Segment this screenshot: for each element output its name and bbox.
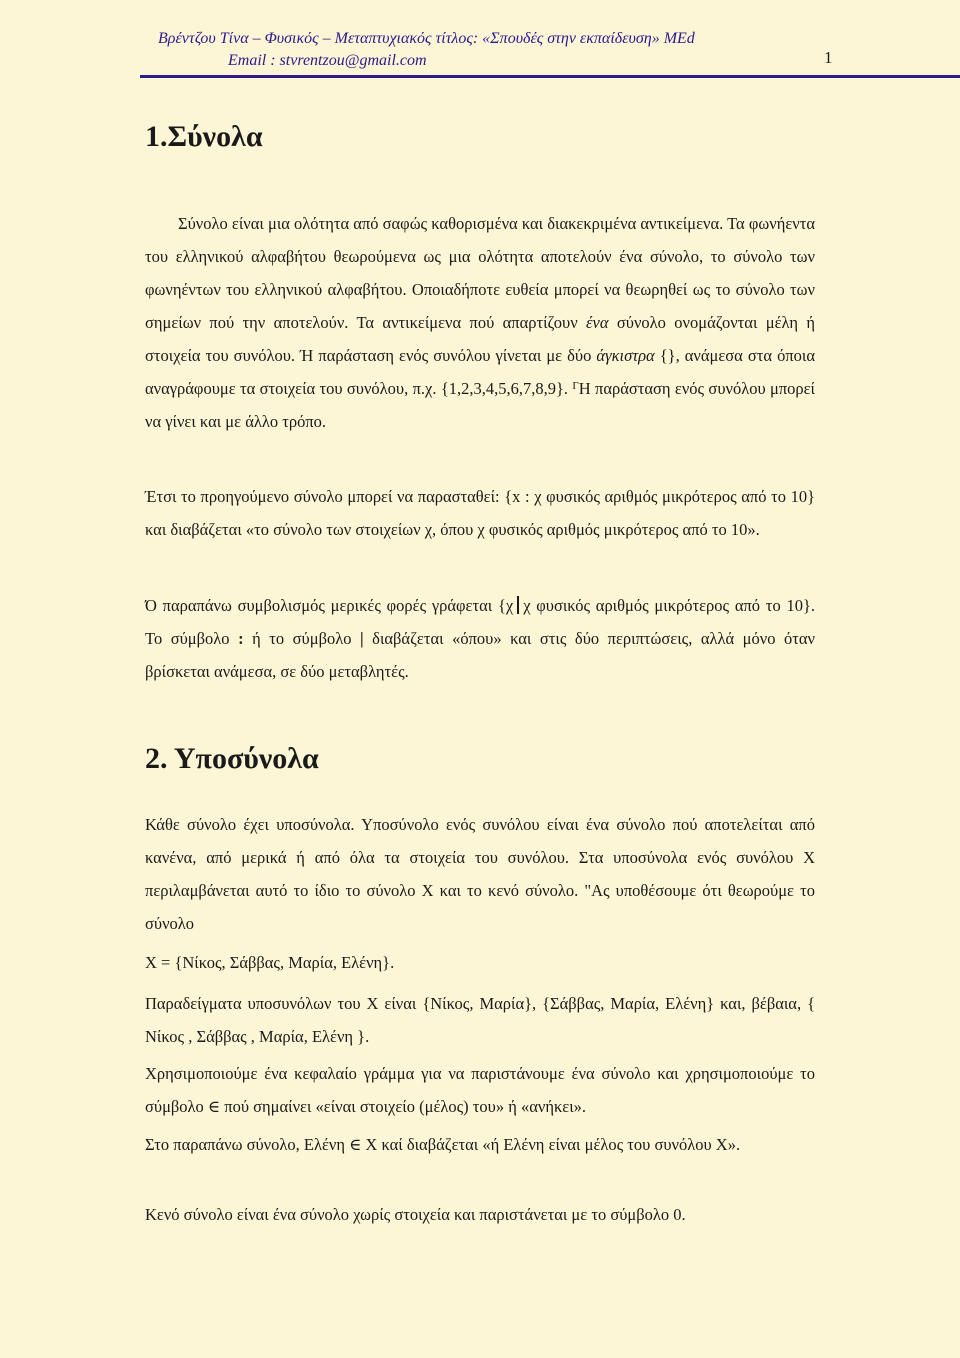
- text-run: χ φυσικός αριθμός μικρότερος από το 10}. Το σύμβολο: [145, 596, 815, 648]
- superscript-mark: Γ: [572, 380, 579, 392]
- paragraph-set-x: Χ = {Νίκος, Σάββας, Μαρία, Ελένη}.: [145, 953, 395, 972]
- paragraph-examples: Παραδείγματα υποσυνόλων του Χ είναι {Νίκος, Μαρία}, {Σάββας, Μαρία, Ελένη} και, βέβαια, { Νίκος , Σάββας , Μαρία, Ελένη }.: [145, 994, 815, 1046]
- header-rule: [140, 75, 960, 78]
- paragraph-definition: [145, 207, 815, 438]
- paragraph-membership-example: Στο παραπάνω σύνολο, Ελένη ∈ Χ καί διαβάζεται «ή Ελένη είναι μέλος του συνόλου Χ».: [145, 1135, 741, 1154]
- emphasis: ένα: [586, 313, 609, 332]
- text-run: Ό παραπάνω συμβολισμός μερικές φορές γράφεται {χ: [145, 596, 514, 615]
- emphasis: άγκιστρα: [596, 346, 655, 365]
- text-run: {}, ανάμεσα στα όποια αναγράφουμε τα στοιχεία του συνόλου, π.χ. {1,2,3,4,5,6,7,8,9}.: [145, 346, 815, 398]
- text-run: σύνολο ονομάζονται μέλη ή στοιχεία του συνόλου. Ή παράσταση ενός συνόλου γίνεται με δύο: [145, 313, 815, 365]
- paragraph-notation: [145, 589, 815, 688]
- text-run: Η παράσταση ενός συνόλου μπορεί να γίνει και με άλλο τρόπο.: [145, 379, 816, 431]
- page-number: 1: [824, 48, 833, 67]
- colon-symbol: :: [238, 629, 244, 648]
- paragraph-set-builder: Έτσι το προηγούμενο σύνολο μπορεί να παρασταθεί: {x : χ φυσικός αριθμός μικρότερος από το 10} και διαβάζεται «το σύνολο των στοιχείων χ, όπου χ φυσικός αριθμός μικρότερος από το 10».: [145, 487, 815, 539]
- section-title-subsets: 2. Υποσύνολα: [145, 742, 319, 775]
- vertical-bar-symbol: [517, 596, 519, 614]
- text-run: διαβάζεται «όπου» και στις δύο περιπτώσεις, αλλά μόνο όταν βρίσκεται ανάμεσα, σε δύο μεταβλητές.: [145, 629, 815, 681]
- pipe-symbol: |: [360, 629, 364, 648]
- header-author-line: Βρέντζου Τίνα – Φυσικός – Μεταπτυχιακός τίτλος: «Σπουδές στην εκπαίδευση» ΜΕd: [158, 30, 695, 47]
- paragraph-membership: Χρησιμοποιούμε ένα κεφαλαίο γράμμα για να παριστάνουμε ένα σύνολο και χρησιμοποιούμε το σύμβολο ∈ πού σημαίνει «είναι στοιχείο (μέλος) του» ή «ανήκει».: [145, 1064, 815, 1116]
- text-run: Σύνολο είναι μια ολότητα από σαφώς καθορισμένα και διακεκριμένα αντικείμενα. Τα φωνήεντα του ελληνικού αλφαβήτου θεωρούμενα ως μια ολότητα αποτελούν ένα σύνολο, το σύνολο των φωνηέντων του ελληνικού αλφαβήτου. Οποιαδήποτε ευθεία μπορεί να θεωρηθεί ως το σύνολο των σημείων πού την αποτελούν. Τα αντικείμενα πού απαρτίζουν: [145, 214, 815, 332]
- header-email: Email : stvrentzou@gmail.com: [228, 52, 427, 69]
- section-title-sets: 1.Σύνολα: [145, 120, 263, 153]
- paragraph-subsets: Κάθε σύνολο έχει υποσύνολα. Υποσύνολο ενός συνόλου είναι ένα σύνολο πού αποτελείται από κανένα, από μερικά ή από όλα τα στοιχεία του συνόλου. Στα υποσύνολα ενός συνόλου Χ περιλαμβάνεται αυτό το ίδιο το σύνολο Χ και το κενό σύνολο. "Ας υποθέσουμε ότι θεωρούμε το σύνολο: [145, 815, 815, 933]
- paragraph-empty-set: Κενό σύνολο είναι ένα σύνολο χωρίς στοιχεία και παριστάνεται με το σύμβολο 0.: [145, 1205, 686, 1224]
- text-run: ή το σύμβολο: [243, 629, 360, 648]
